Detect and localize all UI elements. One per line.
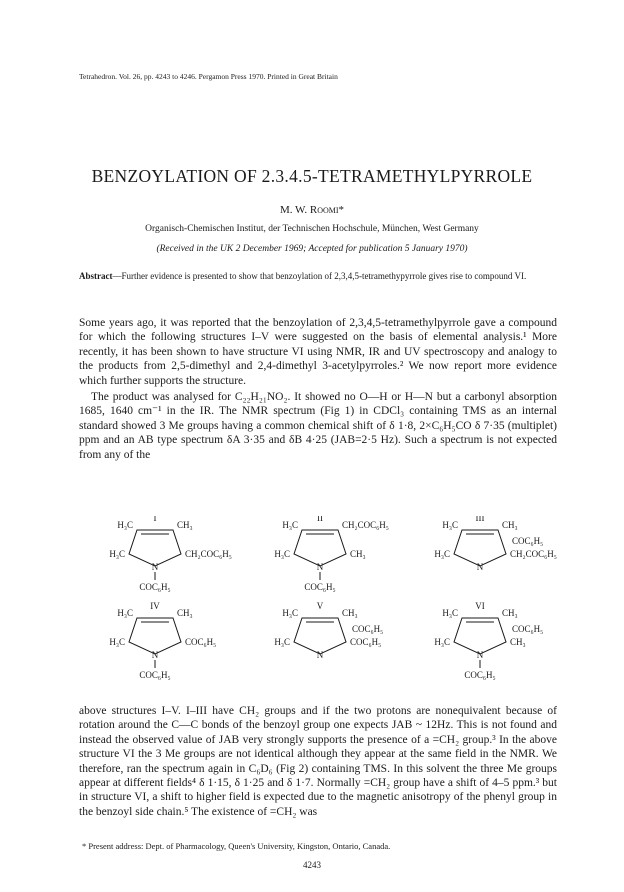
substituent-label: H₃C xyxy=(434,549,450,559)
nitrogen-label: N xyxy=(476,562,484,572)
substituent-label: H₃C xyxy=(117,608,133,618)
structure-numeral: III xyxy=(475,516,485,523)
structures-figure xyxy=(79,516,557,696)
pyrrole-ring xyxy=(294,530,346,566)
nitrogen-label: N xyxy=(476,650,484,660)
substituent-label: H₃C xyxy=(117,520,133,530)
paragraph-2: The product was analysed for C₂₂H₂₁NO₂. It showed no O—H or H—N but a carbonyl absorption 1685, 1640 cm⁻¹ in the IR. The NMR spectrum (Fig 1) in CDCl₃ containing TMS as an internal standard showed 3 Me groups having a common chemical shift of δ 1·8, 2×C₆H₅CO δ 7·35 (multiplet) ppm and an AB type spectrum δA 3·35 and δB 4·25 (JAB=2·5 Hz). Such a spectrum is not expected from any of the xyxy=(79,391,557,461)
substituent-label: COC₆H₅ xyxy=(512,536,544,546)
substituent-label: COC₆H₅ xyxy=(185,637,217,647)
abstract xyxy=(79,270,557,282)
substituent-label: COC₆H₅ xyxy=(304,582,336,592)
substituent-label: H₃C xyxy=(109,637,125,647)
substituent-label: CH₃ xyxy=(510,637,526,647)
substituent-label: H₃C xyxy=(109,549,125,559)
substituent-label: H₃C xyxy=(274,637,290,647)
structure-numeral: V xyxy=(316,601,324,611)
substituent-label: COC₆H₅ xyxy=(139,670,171,680)
pyrrole-ring xyxy=(454,618,506,654)
substituent-label: CH₂COC₆H₅ xyxy=(510,549,557,559)
nitrogen-label: N xyxy=(316,562,324,572)
pyrrole-ring xyxy=(129,530,181,566)
received-dates: (Received in the UK 2 December 1969; Accepted for publication 5 January 1970) xyxy=(156,244,468,254)
author: M. W. Roomi* xyxy=(279,204,345,216)
paragraph-1: Some years ago, it was reported that the benzoylation of 2,3,4,5-tetramethylpyrrole gave a compound for which the following structures I–V were suggested on the basis of elemental analysis.¹ More recently, it has been shown to have structure VI using NMR, IR and UV spectroscopy and analogy to the products from 2,5-dimethyl and 2,4-dimethyl 3-acetylpyrroles.² We now report more evidence which further supports the structure. xyxy=(79,317,557,387)
substituent-label: COC₆H₅ xyxy=(350,637,382,647)
abstract-label: Abstract xyxy=(79,271,113,281)
substituent-label: CH₃ xyxy=(177,608,193,618)
substituent-label: CH₃ xyxy=(350,549,366,559)
page-number: 4243 xyxy=(303,860,321,870)
structure-numeral: IV xyxy=(150,601,160,611)
substituent-label: H₃C xyxy=(442,608,458,618)
pyrrole-ring xyxy=(454,530,506,566)
structure-numeral: VI xyxy=(475,601,485,611)
affiliation: Organisch-Chemischen Institut, der Technischen Hochschule, München, West Germany xyxy=(145,224,479,234)
substituent-label: H₃C xyxy=(434,637,450,647)
substituent-label: CH₃ xyxy=(177,520,193,530)
nitrogen-label: N xyxy=(151,562,159,572)
paper-title: BENZOYLATION OF 2.3.4.5-TETRAMETHYLPYRROLE xyxy=(91,166,533,186)
substituent-label: CH₃ xyxy=(502,608,518,618)
nitrogen-label: N xyxy=(151,650,159,660)
substituent-label: H₃C xyxy=(274,549,290,559)
substituent-label: H₃C xyxy=(282,608,298,618)
pyrrole-ring xyxy=(294,618,346,654)
pyrrole-ring xyxy=(129,618,181,654)
substituent-label: CH₃ xyxy=(342,608,358,618)
paragraph-3: above structures I–V. I–III have CH₂ groups and if the two protons are nonequivalent because of rotation around the C—C bonds of the benzoyl group one expects JAB ~ 12Hz. This is not found and instead the observed value of JAB very strongly supports the presence of a =CH₂ group.³ In the above structure VI the 3 Me groups are not identical although they appear at the same field in the NMR. We therefore, ran the spectrum again in C₆D₆ (Fig 2) containing TMS. In this solvent the three Me groups appear at different fields⁴ δ 1·15, δ 1·25 and δ 1·7. Normally =CH₂ group have a shift of 4–5 ppm.³ but in structure VI, a shift to higher field is expected due to the magnetic anisotropy of the phenyl group in the benzoyl side chain.⁵ The existence of =CH₂ was xyxy=(79,705,557,818)
substituent-label: COC₆H₅ xyxy=(139,582,171,592)
substituent-label: COC₆H₅ xyxy=(464,670,496,680)
nitrogen-label: N xyxy=(316,650,324,660)
journal-header: Tetrahedron. Vol. 26, pp. 4243 to 4246. Pergamon Press 1970. Printed in Great Britain xyxy=(79,72,338,81)
structure-numeral: II xyxy=(317,516,323,523)
substituent-label: CH₂COC₆H₅ xyxy=(185,549,232,559)
substituent-label: H₃C xyxy=(282,520,298,530)
substituent-label: COC₆H₅ xyxy=(352,624,384,634)
substituent-label: COC₆H₅ xyxy=(512,624,544,634)
substituent-label: CH₂COC₆H₅ xyxy=(342,520,389,530)
structure-numeral: I xyxy=(153,516,157,523)
abstract-text: —Further evidence is presented to show that benzoylation of 2,3,4,5-tetramethypyrrole gives rise to compound VI. xyxy=(112,271,527,281)
substituent-label: H₃C xyxy=(442,520,458,530)
footnote: * Present address: Dept. of Pharmacology, Queen's University, Kingston, Ontario, Canada. xyxy=(82,841,391,851)
substituent-label: CH₃ xyxy=(502,520,518,530)
